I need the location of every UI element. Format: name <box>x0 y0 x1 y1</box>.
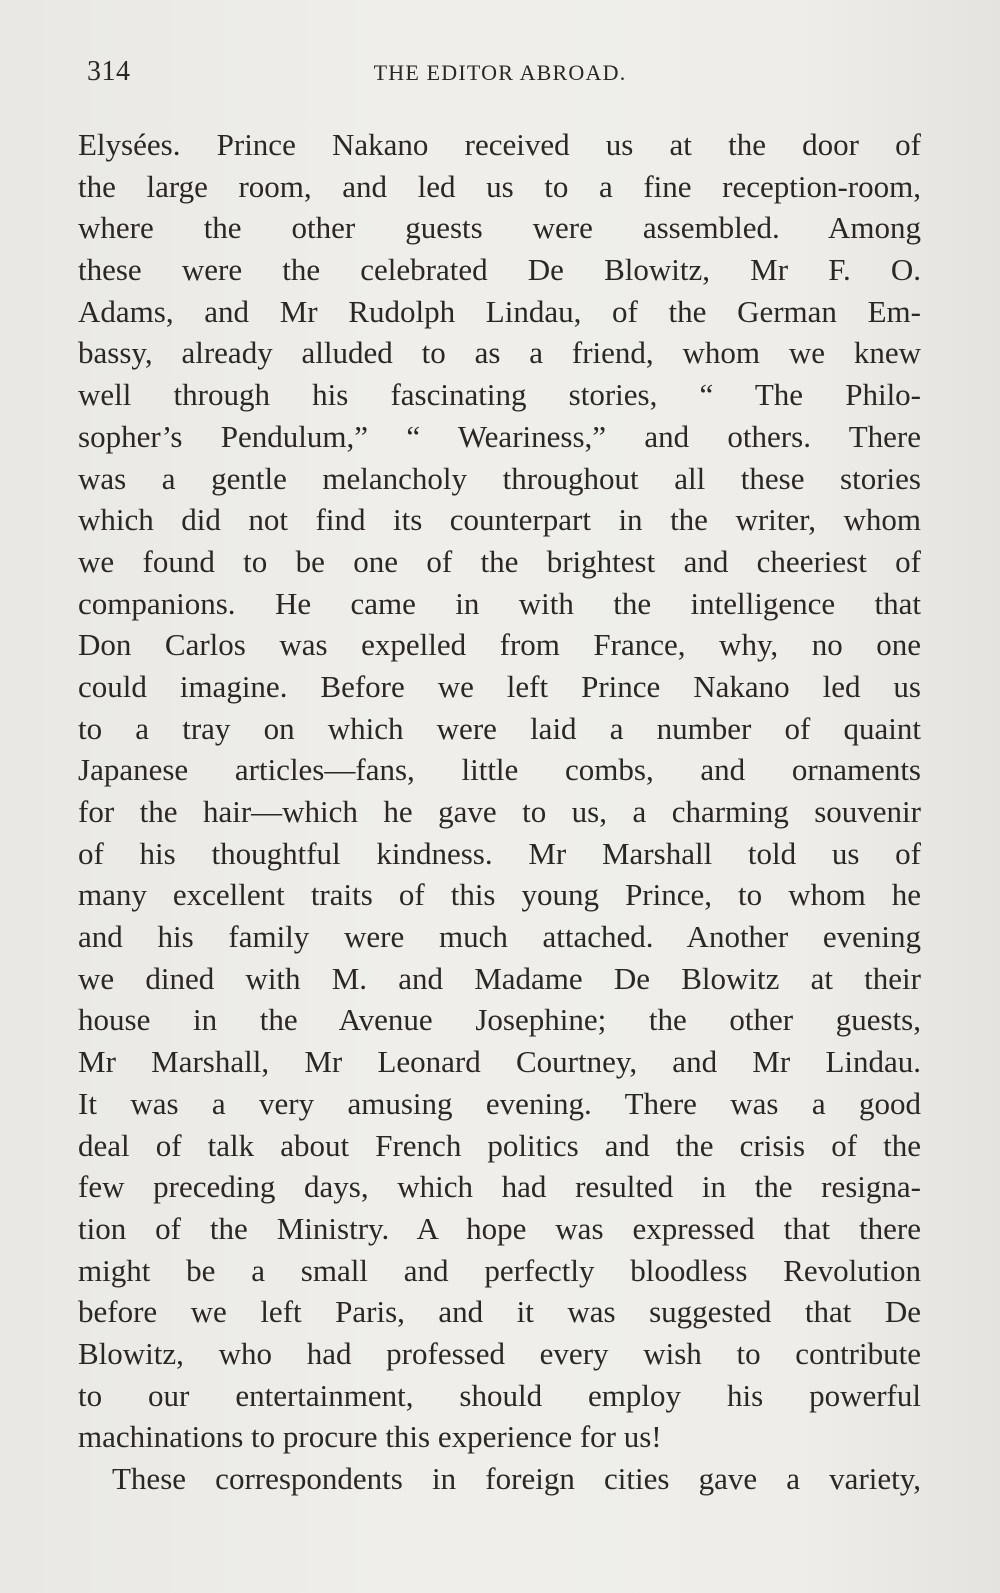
text-line: Blowitz, who had professed every wish to contribute <box>78 1335 921 1371</box>
text-line: where the other guests were assembled. Among <box>78 210 921 246</box>
text-line: and his family were much attached. Another evening <box>78 919 921 955</box>
text-line: companions. He came in with the intelligence that <box>78 585 921 621</box>
text-line: to a tray on which were laid a number of quaint <box>78 710 921 746</box>
text-line: tion of the Ministry. A hope was expressed that there <box>78 1210 921 1246</box>
text-line: we found to be one of the brightest and cheeriest of <box>78 543 921 579</box>
text-line: many excellent traits of this young Prince, to whom he <box>78 877 921 913</box>
paragraph-end-line: machinations to procure this experience for us! <box>78 1419 662 1455</box>
text-line: to our entertainment, should employ his powerful <box>78 1377 921 1413</box>
running-title: THE EDITOR ABROAD. <box>373 60 627 85</box>
text-line: could imagine. Before we left Prince Nakano led us <box>78 668 921 704</box>
text-line: was a gentle melancholy throughout all these stories <box>78 460 921 496</box>
text-line: Japanese articles—fans, little combs, and ornaments <box>78 752 921 788</box>
page-number: 314 <box>87 56 131 87</box>
text-line: the large room, and led us to a fine reception-room, <box>78 168 921 204</box>
text-line: Don Carlos was expelled from France, why, no one <box>78 627 921 663</box>
text-line: house in the Avenue Josephine; the other guests, <box>78 1002 921 1038</box>
text-line: might be a small and perfectly bloodless Revolution <box>78 1252 921 1288</box>
text-line: sopher’s Pendulum,” “ Weariness,” and others. There <box>78 418 921 454</box>
text-line: of his thoughtful kindness. Mr Marshall told us of <box>78 835 921 871</box>
text-line: bassy, already alluded to as a friend, whom we knew <box>78 335 921 371</box>
text-line: which did not find its counterpart in the writer, whom <box>78 502 921 538</box>
body-text <box>78 124 921 1500</box>
text-line: deal of talk about French politics and the crisis of the <box>78 1127 921 1163</box>
text-line: few preceding days, which had resulted in the resigna- <box>78 1169 921 1205</box>
text-line: Elysées. Prince Nakano received us at the door of <box>78 127 921 162</box>
text-line: these were the celebrated De Blowitz, Mr F. O. <box>78 252 921 288</box>
text-line: Adams, and Mr Rudolph Lindau, of the German Em- <box>78 293 921 329</box>
text-line: before we left Paris, and it was suggested that De <box>78 1294 921 1330</box>
text-line: we dined with M. and Madame De Blowitz at their <box>78 960 921 996</box>
text-line: for the hair—which he gave to us, a charming souvenir <box>78 794 921 829</box>
paragraph-start-line: These correspondents in foreign cities gave a variety, <box>112 1461 921 1496</box>
text-line: well through his fascinating stories, “ The Philo- <box>78 377 921 413</box>
text-line: Mr Marshall, Mr Leonard Courtney, and Mr Lindau. <box>78 1044 921 1080</box>
text-line: It was a very amusing evening. There was a good <box>78 1085 921 1121</box>
